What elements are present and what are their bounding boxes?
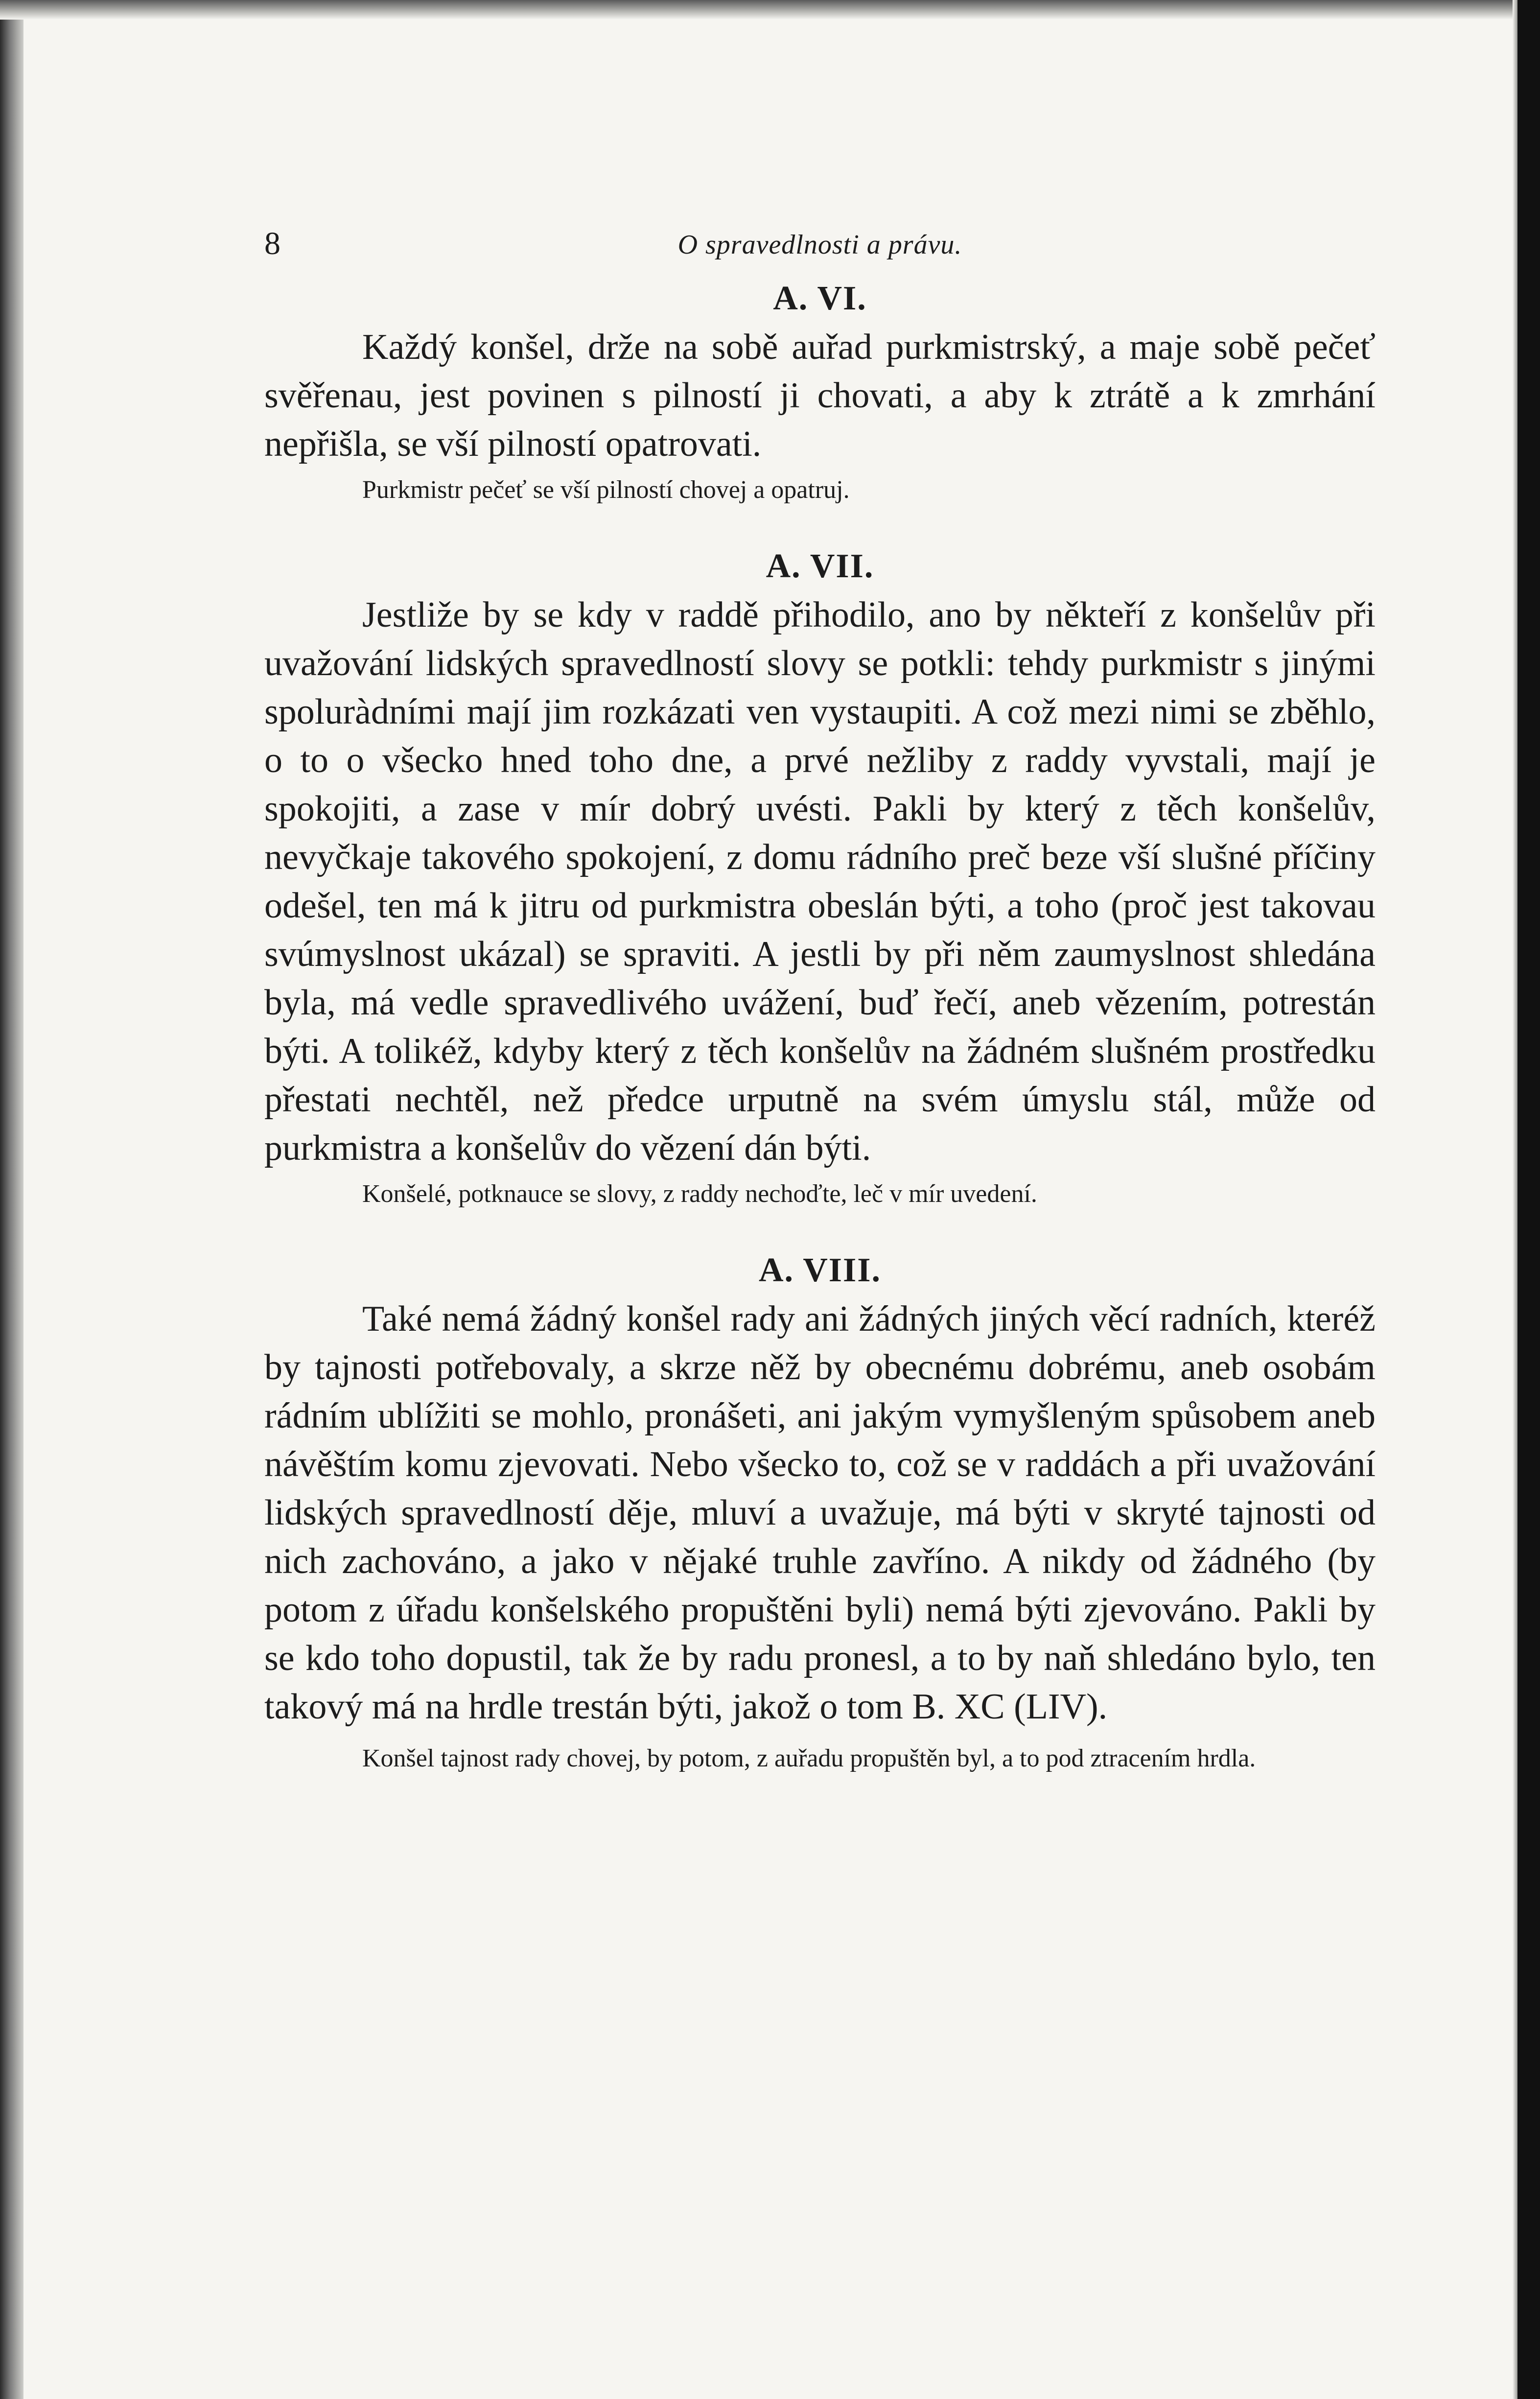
running-head (264, 215, 1376, 274)
article-heading: A. VI. (773, 280, 867, 317)
article-viii (264, 1246, 1376, 1776)
running-title: O spravedlnosti a právu. (677, 230, 962, 260)
article-summary: Konšelé, potknauce se slovy, z raddy nechoďte, leč v mír uvedení. (362, 1180, 1037, 1208)
page-number: 8 (264, 226, 280, 261)
article-body: Jestliže by se kdy v raddě přihodilo, ano by někteří z konšelův při uvažování lidských spravedlností slovy se potkli: tehdy purkmistr s jinými spoluràdními mají jim rozkázati ven vystaupiti. A což mezi nimi se zběhlo, o to o všecko hned toho dne, a prvé nežliby z raddy vyvstali, mají je spokojiti, a zase v mír dobrý uvésti. Pakli by který z těch konšelův, nevyčkaje takového spokojení, z domu rádního preč beze vší slušné příčiny odešel, ten má k jitru od purkmistra obeslán býti, a toho (proč jest takovau svúmyslnost ukázal) se spraviti. A jestli by při něm zaumyslnost shledána byla, má vedle spravedlivého uvážení, buď řečí, aneb vězením, potrestán býti. A tolikéž, kdyby který z těch konšelův na žádném slušném prostředku přestati nechtěl, než předce urputně na svém úmyslu stál, může od purkmistra a konšelův do vězení dán býti. (264, 595, 1376, 1168)
article-vii (264, 542, 1376, 1212)
scan-edge-right (1517, 0, 1540, 2399)
article-heading: A. VII. (766, 547, 874, 585)
scan-edge-top (0, 0, 1540, 20)
scan-edge-right-shadow (1513, 0, 1517, 2399)
scan-edge-left (0, 0, 23, 2399)
page-content (264, 215, 1376, 1776)
article-vi (264, 274, 1376, 508)
article-heading: A. VIII. (758, 1251, 882, 1289)
article-body: Každý konšel, drže na sobě auřad purkmistrský, a maje sobě pečeť svěřenau, jest povinen s pilností ji chovati, a aby k ztrátě a k zmrhání nepřišla, se vší pilností opatrovati. (264, 327, 1376, 464)
article-summary: Purkmistr pečeť se vší pilností chovej a opatruj. (362, 476, 850, 504)
article-summary: Konšel tajnost rady chovej, by potom, z auřadu propuštěn byl, a to pod ztracením hrdla. (362, 1744, 1256, 1772)
article-body: Také nemá žádný konšel rady ani žádných jiných věcí radních, kteréž by tajnosti potřebovaly, a skrze něž by obecnému dobrému, aneb osobám rádním ublížiti se mohlo, pronášeti, ani jakým vymyšleným spůsobem aneb návěštím komu zjevovati. Nebo všecko to, což se v raddách a při uvažování lidských spravedlností děje, mluví a uvažuje, má býti v skryté tajnosti od nich zachováno, a jako v nějaké truhle zavříno. A nikdy od žádného (by potom z úřadu konšelského propuštěni byli) nemá býti zjevováno. Pakli by se kdo toho dopustil, tak že by radu pronesl, a to by naň shledáno bylo, ten takový má na hrdle trestán býti, jakož o tom B. XC (LIV). (264, 1299, 1376, 1727)
